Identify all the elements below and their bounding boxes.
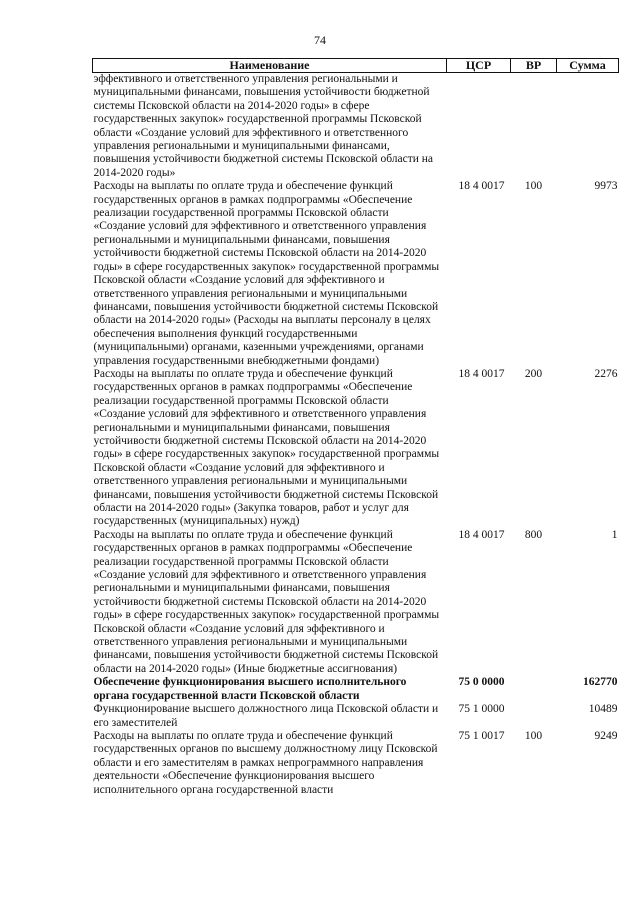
table-row	[93, 703, 619, 730]
row-csr-cell	[447, 73, 511, 181]
table-row	[93, 180, 619, 368]
row-name-cell: эффективного и ответственного управления региональными и муниципальными финансами, повышения устойчивости бюджетной системы Псковской области на 2014-2020 годы» в сфере государственных закупок» государственной программы Псковской области «Создание условий для эффективного и ответственного управления региональными и муниципальными финансами, повышения устойчивости бюджетной системы Псковской области на 2014-2020 годы»	[93, 73, 434, 179]
row-csr-cell: 75 0 0000	[458, 676, 505, 689]
budget-table	[92, 58, 619, 797]
row-name-cell: Расходы на выплаты по оплате труда и обеспечение функций государственных органов по высшему должностному лицу Псковской области и его заместителям в рамках непрограммного направления деятельности «Обеспечение функционирования высшего исполнительного органа государственной власти	[93, 729, 438, 796]
row-vr-cell	[511, 703, 557, 730]
row-vr-cell: 100	[524, 180, 543, 193]
row-name-cell: Расходы на выплаты по оплате труда и обеспечение функций государственных органов в рамках подпрограммы «Обеспечение реализации государственной программы Псковской области «Создание условий для эффективного и ответственного управления региональными и муниципальными финансами, повышения устойчивости бюджетной системы Псковской области на 2014-2020 годы» в сфере государственных закупок» государственной программы Псковской области «Создание условий для эффективного и ответственного управления региональными и муниципальными финансами, повышения устойчивости бюджетной системы Псковской области на 2014-2020 годы» (Иные бюджетные ассигнования)	[93, 528, 440, 675]
table-row	[93, 529, 619, 676]
row-vr-cell	[511, 676, 557, 703]
table-row	[93, 73, 619, 181]
row-sum-cell	[557, 73, 619, 181]
header-vr: ВР	[511, 59, 557, 73]
row-csr-cell: 18 4 0017	[458, 367, 505, 380]
row-sum-cell: 162770	[583, 676, 618, 689]
row-sum-cell: 9249	[594, 729, 618, 742]
row-sum-cell: 10489	[588, 703, 618, 716]
row-name-cell: Расходы на выплаты по оплате труда и обеспечение функций государственных органов в рамках подпрограммы «Обеспечение реализации государственной программы Псковской области «Создание условий для эффективного и ответственного управления региональными и муниципальными финансами, повышения устойчивости бюджетной системы Псковской области на 2014-2020 годы» в сфере государственных закупок» государственной программы Псковской области «Создание условий для эффективного и ответственного управления региональными и муниципальными финансами, повышения устойчивости бюджетной системы Псковской области на 2014-2020 годы» (Закупка товаров, работ и услуг для государственных (муниципальных) нужд)	[93, 367, 440, 528]
table-row	[93, 676, 619, 703]
row-name-cell: Обеспечение функционирования высшего исполнительного органа государственной власти Псковской области	[93, 676, 407, 702]
row-sum-cell: 9973	[594, 180, 618, 193]
row-sum-cell: 1	[611, 528, 618, 541]
table-header-row	[93, 59, 619, 73]
table-row	[93, 368, 619, 529]
row-vr-cell: 800	[524, 528, 543, 541]
row-name-cell: Расходы на выплаты по оплате труда и обеспечение функций государственных органов в рамках подпрограммы «Обеспечение реализации государственной программы Псковской области «Создание условий для эффективного и ответственного управления региональными и муниципальными финансами, повышения устойчивости бюджетной системы Псковской области на 2014-2020 годы» в сфере государственных закупок» государственной программы Псковской области «Создание условий для эффективного и ответственного управления региональными и муниципальными финансами, повышения устойчивости бюджетной системы Псковской области на 2014-2020 годы» (Расходы на выплаты персоналу в целях обеспечения выполнения функций государственными (муниципальными) органами, казенными учреждениями, органами управления государственными внебюджетными фондами)	[93, 180, 440, 367]
row-csr-cell: 75 1 0017	[458, 729, 505, 742]
row-sum-cell: 2276	[594, 367, 618, 380]
row-vr-cell: 100	[524, 729, 543, 742]
header-name: Наименование	[93, 59, 447, 73]
row-vr-cell	[511, 73, 557, 181]
row-csr-cell: 18 4 0017	[458, 528, 505, 541]
table-row	[93, 730, 619, 797]
row-vr-cell: 200	[524, 367, 543, 380]
row-name-cell: Функционирование высшего должностного лица Псковской области и его заместителей	[93, 703, 439, 729]
row-csr-cell: 75 1 0000	[458, 703, 505, 716]
header-csr: ЦСР	[447, 59, 511, 73]
header-sum: Сумма	[557, 59, 619, 73]
page-number: 74	[314, 33, 326, 47]
row-csr-cell: 18 4 0017	[458, 180, 505, 193]
